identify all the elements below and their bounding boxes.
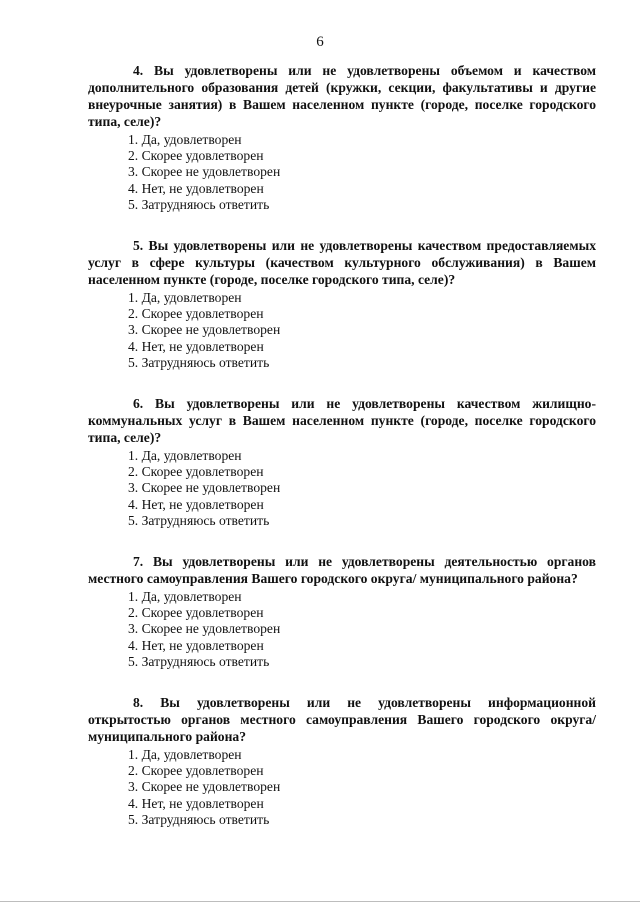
question-4 [88,62,596,213]
question-6 [88,395,596,529]
answer-option: 2. Скорее удовлетворен [128,306,264,322]
answer-option: 5. Затрудняюсь ответить [128,354,270,370]
answer-option: 4. Нет, не удовлетворен [128,637,264,653]
question-7 [88,553,596,670]
question-text: 7. Вы удовлетворены или не удовлетворены деятельностью органов местного самоуправления Вашего городского округа/ муниципального района? [88,554,596,587]
answer-options [88,589,596,670]
answer-option: 1. Да, удовлетворен [128,589,242,605]
answer-option: 4. Нет, не удовлетворен [128,338,264,354]
answer-option: 2. Скорее удовлетворен [128,605,264,621]
answer-option: 2. Скорее удовлетворен [128,763,264,779]
answer-option: 4. Нет, не удовлетворен [128,180,264,196]
answer-options [88,290,596,371]
answer-option: 5. Затрудняюсь ответить [128,196,270,212]
question-text: 5. Вы удовлетворены или не удовлетворены качеством предоставляемых услуг в сфере культуры (качеством культурного обслуживания) в Вашем населенном пункте (городе, поселке городского типа, селе)? [88,238,596,288]
answer-option: 5. Затрудняюсь ответить [128,811,270,827]
question-text: 8. Вы удовлетворены или не удовлетворены информационной открытостью органов местного самоуправления Вашего городского округа/муниципального района? [88,695,596,745]
answer-option: 2. Скорее удовлетворен [128,464,264,480]
question-text: 6. Вы удовлетворены или не удовлетворены качеством жилищно-коммунальных услуг в Вашем населенном пункте (городе, поселке городского типа, селе)? [88,396,596,446]
answer-option: 4. Нет, не удовлетворен [128,496,264,512]
answer-options [88,448,596,529]
answer-option: 1. Да, удовлетворен [128,448,242,464]
answer-options [88,747,596,828]
answer-option: 3. Скорее не удовлетворен [128,480,281,496]
question-list [88,62,596,852]
answer-option: 3. Скорее не удовлетворен [128,164,281,180]
answer-option: 3. Скорее не удовлетворен [128,621,281,637]
page-bottom-edge [0,901,640,902]
answer-option: 5. Затрудняюсь ответить [128,653,270,669]
question-text: 4. Вы удовлетворены или не удовлетворены объемом и качеством дополнительного образования детей (кружки, секции, факультативы и другие внеурочные занятия) в Вашем населенном пункте (городе, поселке городского типа, селе)? [88,63,596,129]
answer-option: 2. Скорее удовлетворен [128,148,264,164]
answer-option: 3. Скорее не удовлетворен [128,322,281,338]
answer-option: 1. Да, удовлетворен [128,290,242,306]
answer-option: 3. Скорее не удовлетворен [128,779,281,795]
question-5 [88,237,596,371]
answer-option: 1. Да, удовлетворен [128,132,242,147]
answer-option: 1. Да, удовлетворен [128,747,242,763]
answer-option: 5. Затрудняюсь ответить [128,512,270,528]
answer-option: 4. Нет, не удовлетворен [128,795,264,811]
question-8 [88,694,596,828]
answer-options [88,132,596,213]
page-number: 6 [316,34,324,50]
